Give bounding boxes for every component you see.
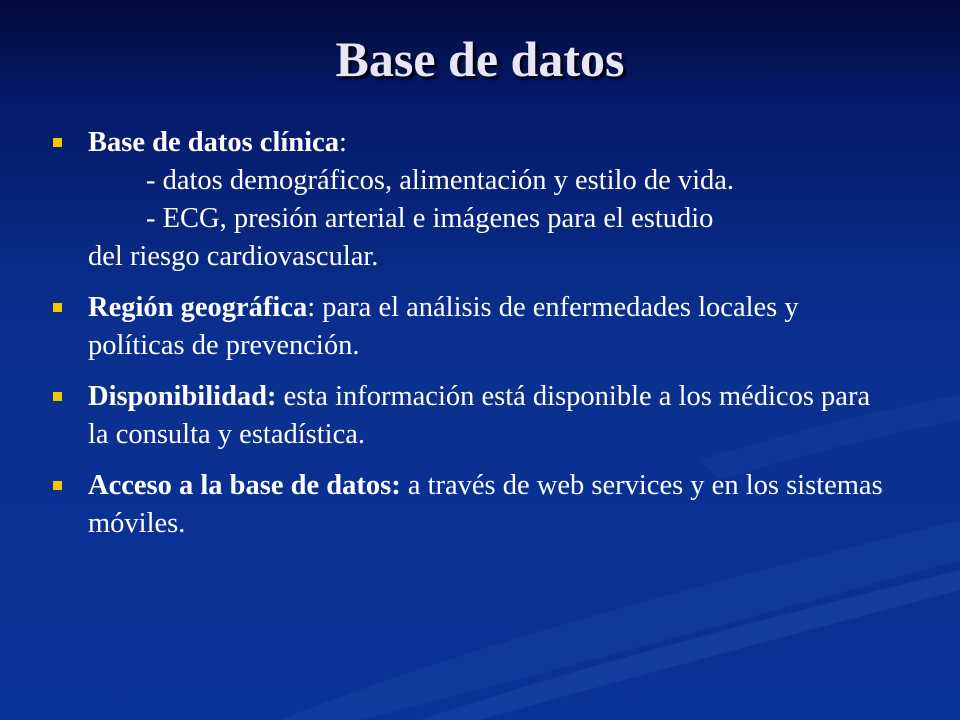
bullet-text: : bbox=[338, 127, 347, 158]
bullet-label: Acceso a la base de datos: bbox=[88, 470, 401, 501]
sub-item: - datos demográficos, alimentación y estilo de vida. bbox=[146, 165, 735, 196]
bullet-item-clinical-database bbox=[50, 124, 890, 276]
bullet-item-geographic-region bbox=[50, 289, 890, 365]
bullet-label: Disponibilidad: bbox=[88, 381, 277, 412]
bullet-text: a través de web services y en los sistemas móviles. bbox=[88, 470, 883, 539]
bullet-marker-icon bbox=[53, 392, 62, 401]
bullet-item-availability bbox=[50, 378, 890, 454]
bullet-list bbox=[50, 124, 890, 556]
bullet-label: Base de datos clínica bbox=[88, 127, 339, 158]
bullet-marker-icon bbox=[53, 138, 62, 147]
bullet-marker-icon bbox=[53, 303, 62, 312]
slide-title: Base de datos bbox=[335, 31, 625, 87]
bullet-text: esta información está disponible a los médicos para la consulta y estadística. bbox=[88, 381, 871, 450]
bullet-label: Región geográfica bbox=[88, 292, 308, 323]
bullet-text: : para el análisis de enfermedades locales y políticas de prevención. bbox=[88, 292, 799, 361]
bullet-continuation: del riesgo cardiovascular. bbox=[88, 241, 379, 272]
bullet-marker-icon bbox=[53, 481, 62, 490]
bullet-item-database-access bbox=[50, 467, 890, 543]
sub-item: - ECG, presión arterial e imágenes para el estudio bbox=[146, 203, 714, 234]
